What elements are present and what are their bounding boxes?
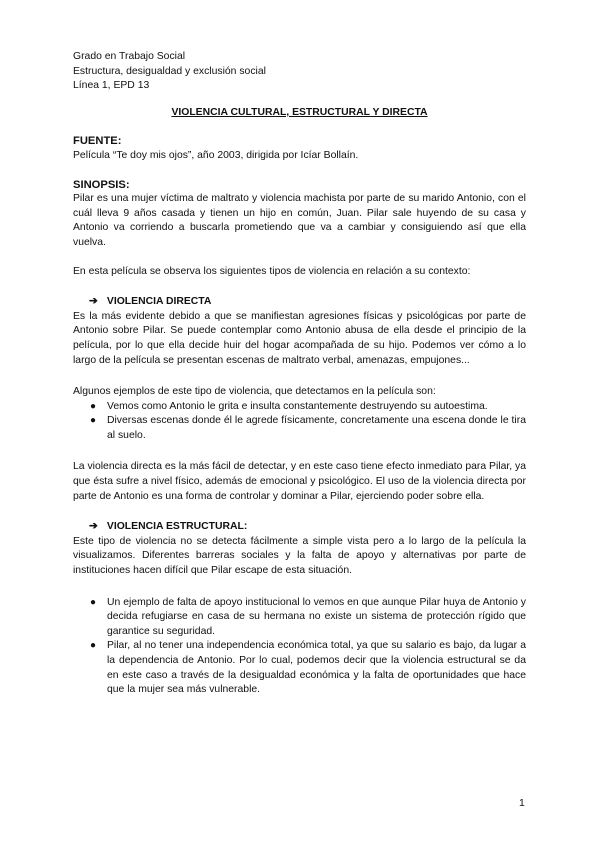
bullet-icon: ● <box>90 400 97 412</box>
arrow-right-icon: ➔ <box>89 521 98 533</box>
header-degree: Grado en Trabajo Social <box>73 51 186 62</box>
arrow-right-icon: ➔ <box>89 296 98 308</box>
bullet-icon: ● <box>90 596 97 608</box>
estructural-bullet-list <box>73 596 526 698</box>
directa-examples-intro: Algunos ejemplos de este tipo de violencia, que detectamos en la película son: <box>73 386 436 398</box>
sinopsis-text: Pilar es una mujer víctima de maltrato y violencia machista por parte de su marido Antonio, con el cuál lleva 9 años casada y tienen un hijo en común, Juan. Pilar sale huyendo de su casa y Antonio va corriendo a buscarla prometiendo que va a cambiar y consiguiendo así que ella vuelva. <box>73 193 526 248</box>
sinopsis-label: SINOPSIS: <box>73 178 130 191</box>
bullet-icon: ● <box>90 415 97 427</box>
section-heading-directa <box>89 295 526 310</box>
list-item-text: Diversas escenas donde él le agrede físicamente, concretamente una escena donde le tira al suelo. <box>107 415 526 441</box>
section-heading-directa-label: VIOLENCIA DIRECTA <box>106 296 212 308</box>
list-item-text: Un ejemplo de falta de apoyo institucional lo vemos en que aunque Pilar huya de Antonio y decida refugiarse en casa de su hermana no existe un sistema de protección rígido que garantice su seguridad. <box>107 596 526 637</box>
page-content <box>73 50 526 698</box>
document-title: VIOLENCIA CULTURAL, ESTRUCTURAL Y DIRECTA <box>171 106 428 118</box>
list-item-text: Pilar, al no tener una independencia económica total, ya que su salario es bajo, da lugar a la dependencia de Antonio. Por lo cual, podemos decir que la violencia estructural se da en este caso a través de la desigualdad económica y la falta de oportunidades que hace que la mujer sea más vulnerable. <box>107 640 526 696</box>
intro-text: En esta película se observa los siguientes tipos de violencia en relación a su contexto: <box>73 265 471 277</box>
list-item <box>73 639 526 697</box>
list-item-text: Vemos como Antonio le grita e insulta constantemente destruyendo su autoestima. <box>107 400 488 412</box>
section-heading-estructural-label: VIOLENCIA ESTRUCTURAL: <box>106 521 248 533</box>
list-item <box>73 414 526 443</box>
directa-conclusion: La violencia directa es la más fácil de detectar, y en este caso tiene efecto inmediato para Pilar, ya que ésta sufre a nivel físico, además de emocional y psicológico. El uso de la violencia directa por parte de Antonio es una forma de controlar y dominar a Pilar, ejerciendo poder sobre ella. <box>73 461 526 502</box>
list-item <box>73 596 526 640</box>
header-line: Línea 1, EPD 13 <box>73 80 150 92</box>
section-heading-estructural <box>89 520 526 535</box>
header-course: Estructura, desigualdad y exclusión social <box>73 65 266 77</box>
fuente-label: FUENTE: <box>73 135 122 148</box>
document-header <box>73 50 526 94</box>
estructural-paragraph: Este tipo de violencia no se detecta fácilmente a simple vista pero a lo largo de la película la visualizamos. Diferentes barreras sociales y la falta de apoyo y alternativas por parte de instituciones hacen difícil que Pilar escape de esta situación. <box>73 535 526 577</box>
fuente-text: Película “Te doy mis ojos”, año 2003, dirigida por Icíar Bollaín. <box>73 149 359 161</box>
bullet-icon: ● <box>90 640 97 652</box>
list-item <box>73 400 526 415</box>
page-number: 1 <box>519 798 525 809</box>
directa-bullet-list <box>73 400 526 444</box>
directa-paragraph: Es la más evidente debido a que se manifiestan agresiones físicas y psicológicas por parte de Antonio sobre Pilar. Se puede contemplar como Antonio abusa de ella desde el principio de la película, por lo que ella decide huir del hogar acompañada de su hijo. Podemos ver cómo a lo largo de la película se presentan escenas de maltrato verbal, amenazas, empujones... <box>73 310 526 366</box>
